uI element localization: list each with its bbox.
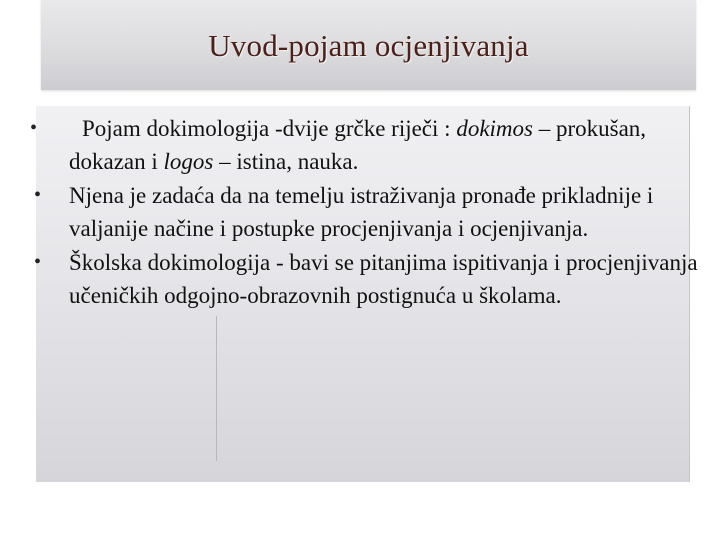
- bullet-item-2: [0, 179, 700, 245]
- bullet-marker: •: [30, 117, 38, 139]
- bullet-1-term-logos: logos: [163, 149, 214, 174]
- bullet-list: [0, 112, 700, 313]
- slide-title: Uvod-pojam ocjenjivanja: [208, 28, 529, 63]
- divider-line: [216, 316, 217, 461]
- bullet-marker: •: [34, 251, 42, 273]
- bullet-1-text-b: – prokušan, dokazan i: [69, 116, 647, 174]
- bullet-3-text: Školska dokimologija - bavi se pitanjima ispitivanja i procjenjivanja učeničkih odgojno-obrazovnih postignuća u školama.: [69, 250, 698, 308]
- bullet-1-text-a: Pojam dokimologija -dvije grčke riječi :: [82, 116, 457, 141]
- title-banner: [41, 0, 696, 90]
- bullet-item-3: [0, 246, 700, 312]
- bullet-marker: •: [34, 184, 42, 206]
- bullet-1-text-c: – istina, nauka.: [213, 149, 359, 174]
- bullet-2-text: Njena je zadaća da na temelju istraživanja pronađe prikladnije i valjanije načine i postupke procjenjivanja i ocjenjivanja.: [69, 183, 654, 241]
- bullet-1-term-dokimos: dokimos: [456, 116, 533, 141]
- bullet-item-1: [0, 112, 700, 178]
